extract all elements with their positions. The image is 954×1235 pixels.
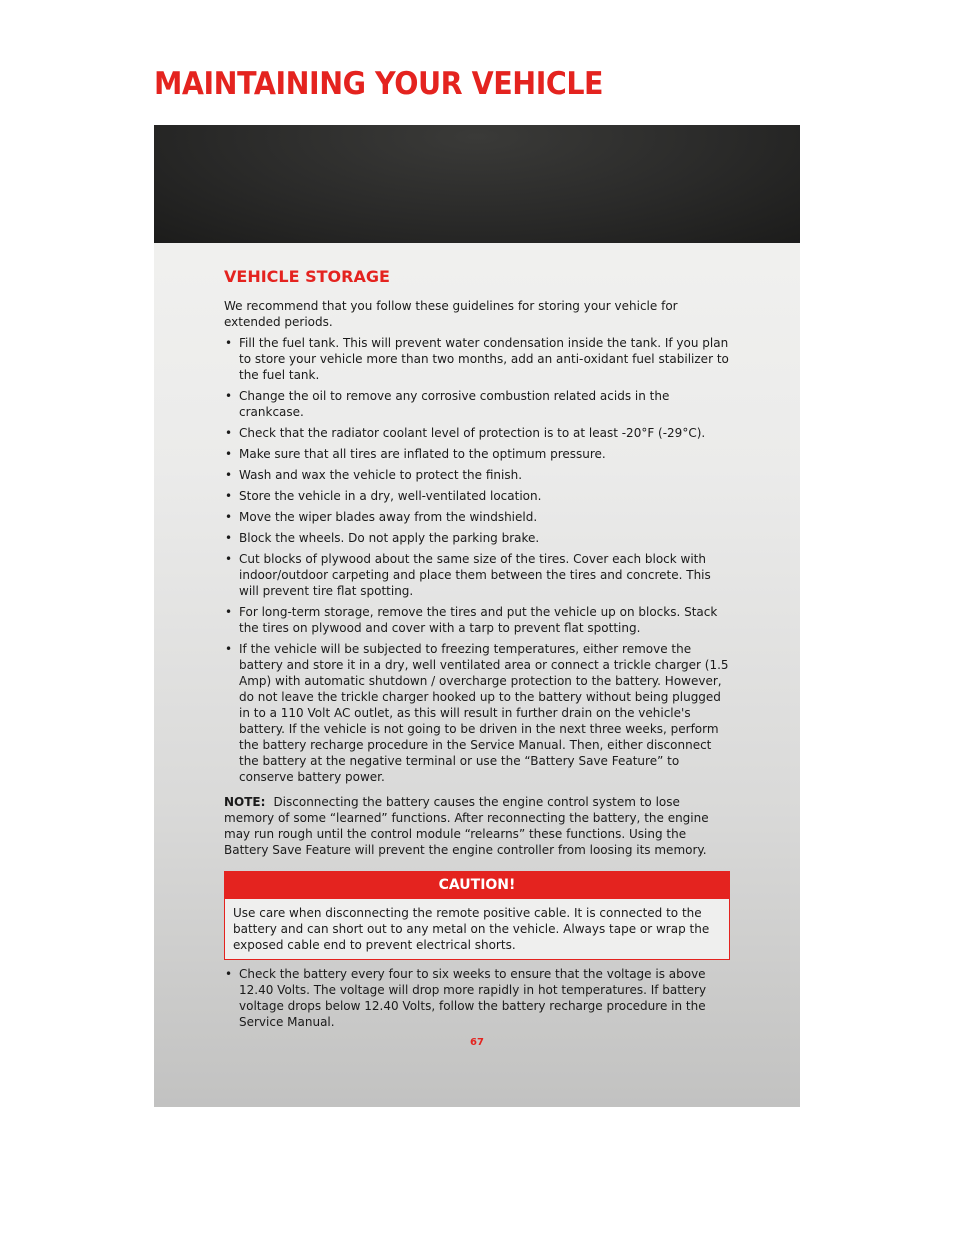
battery-check-list (224, 966, 730, 1030)
main-content (224, 266, 730, 1035)
list-item: • Make sure that all tires are inflated to the optimum pressure. (224, 446, 730, 462)
list-item: • Cut blocks of plywood about the same size of the tires. Cover each block with indoor/outdoor carpeting and place them between the tires and concrete. This will prevent tire flat spotting. (224, 551, 730, 599)
list-item: • Wash and wax the vehicle to protect the finish. (224, 467, 730, 483)
intro-paragraph: We recommend that you follow these guidelines for storing your vehicle for extended periods. (224, 299, 678, 329)
list-item: • Change the oil to remove any corrosive combustion related acids in the crankcase. (224, 388, 730, 420)
list-item: • Check the battery every four to six weeks to ensure that the voltage is above 12.40 Volts. The voltage will drop more rapidly in hot temperatures. If battery voltage drops below 12.40 Volts, follow the battery recharge procedure in the Service Manual. (224, 966, 730, 1030)
list-item: • Check that the radiator coolant level of protection is to at least -20°F (-29°C). (224, 425, 730, 441)
list-item: • Store the vehicle in a dry, well-ventilated location. (224, 488, 730, 504)
storage-guidelines-list (224, 335, 730, 785)
list-item: • Fill the fuel tank. This will prevent water condensation inside the tank. If you plan to store your vehicle more than two months, add an anti-oxidant fuel stabilizer to the fuel tank. (224, 335, 730, 383)
chapter-header (154, 125, 800, 243)
chapter-title: MAINTAINING YOUR VEHICLE (154, 66, 604, 102)
note-text: Disconnecting the battery causes the engine control system to lose memory of some “learned” functions. After reconnecting the battery, the engine may run rough until the control module “relearns” these functions. Using the Battery Save Feature will prevent the engine controller from loosing its memory. (224, 795, 709, 857)
list-item: • Move the wiper blades away from the windshield. (224, 509, 730, 525)
list-item: • If the vehicle will be subjected to freezing temperatures, either remove the battery and store it in a dry, well ventilated area or connect a trickle charger (1.5 Amp) with automatic shutdown / overcharge protection to the battery. However, do not leave the trickle charger hooked up to the battery without being plugged in to a 110 Volt AC outlet, as this will result in further drain on the vehicle's battery. If the vehicle is not going to be driven in the next three weeks, perform the battery recharge procedure in the Service Manual. Then, either disconnect the battery at the negative terminal or use the “Battery Save Feature” to conserve battery power. (224, 641, 730, 785)
list-item: • Block the wheels. Do not apply the parking brake. (224, 530, 730, 546)
caution-text: Use care when disconnecting the remote positive cable. It is connected to the battery and can short out to any metal on the vehicle. Always tape or wrap the exposed cable end to prevent electrical shorts. (233, 906, 710, 952)
note-label: NOTE: (224, 795, 266, 809)
list-item: • For long-term storage, remove the tires and put the vehicle up on blocks. Stack the tires on plywood and cover with a tarp to prevent flat spotting. (224, 604, 730, 636)
caution-title: CAUTION! (225, 872, 729, 899)
caution-box (224, 871, 730, 960)
page-number: 67 (470, 1037, 484, 1048)
section-title: VEHICLE STORAGE (224, 267, 390, 286)
note-paragraph (224, 794, 730, 858)
